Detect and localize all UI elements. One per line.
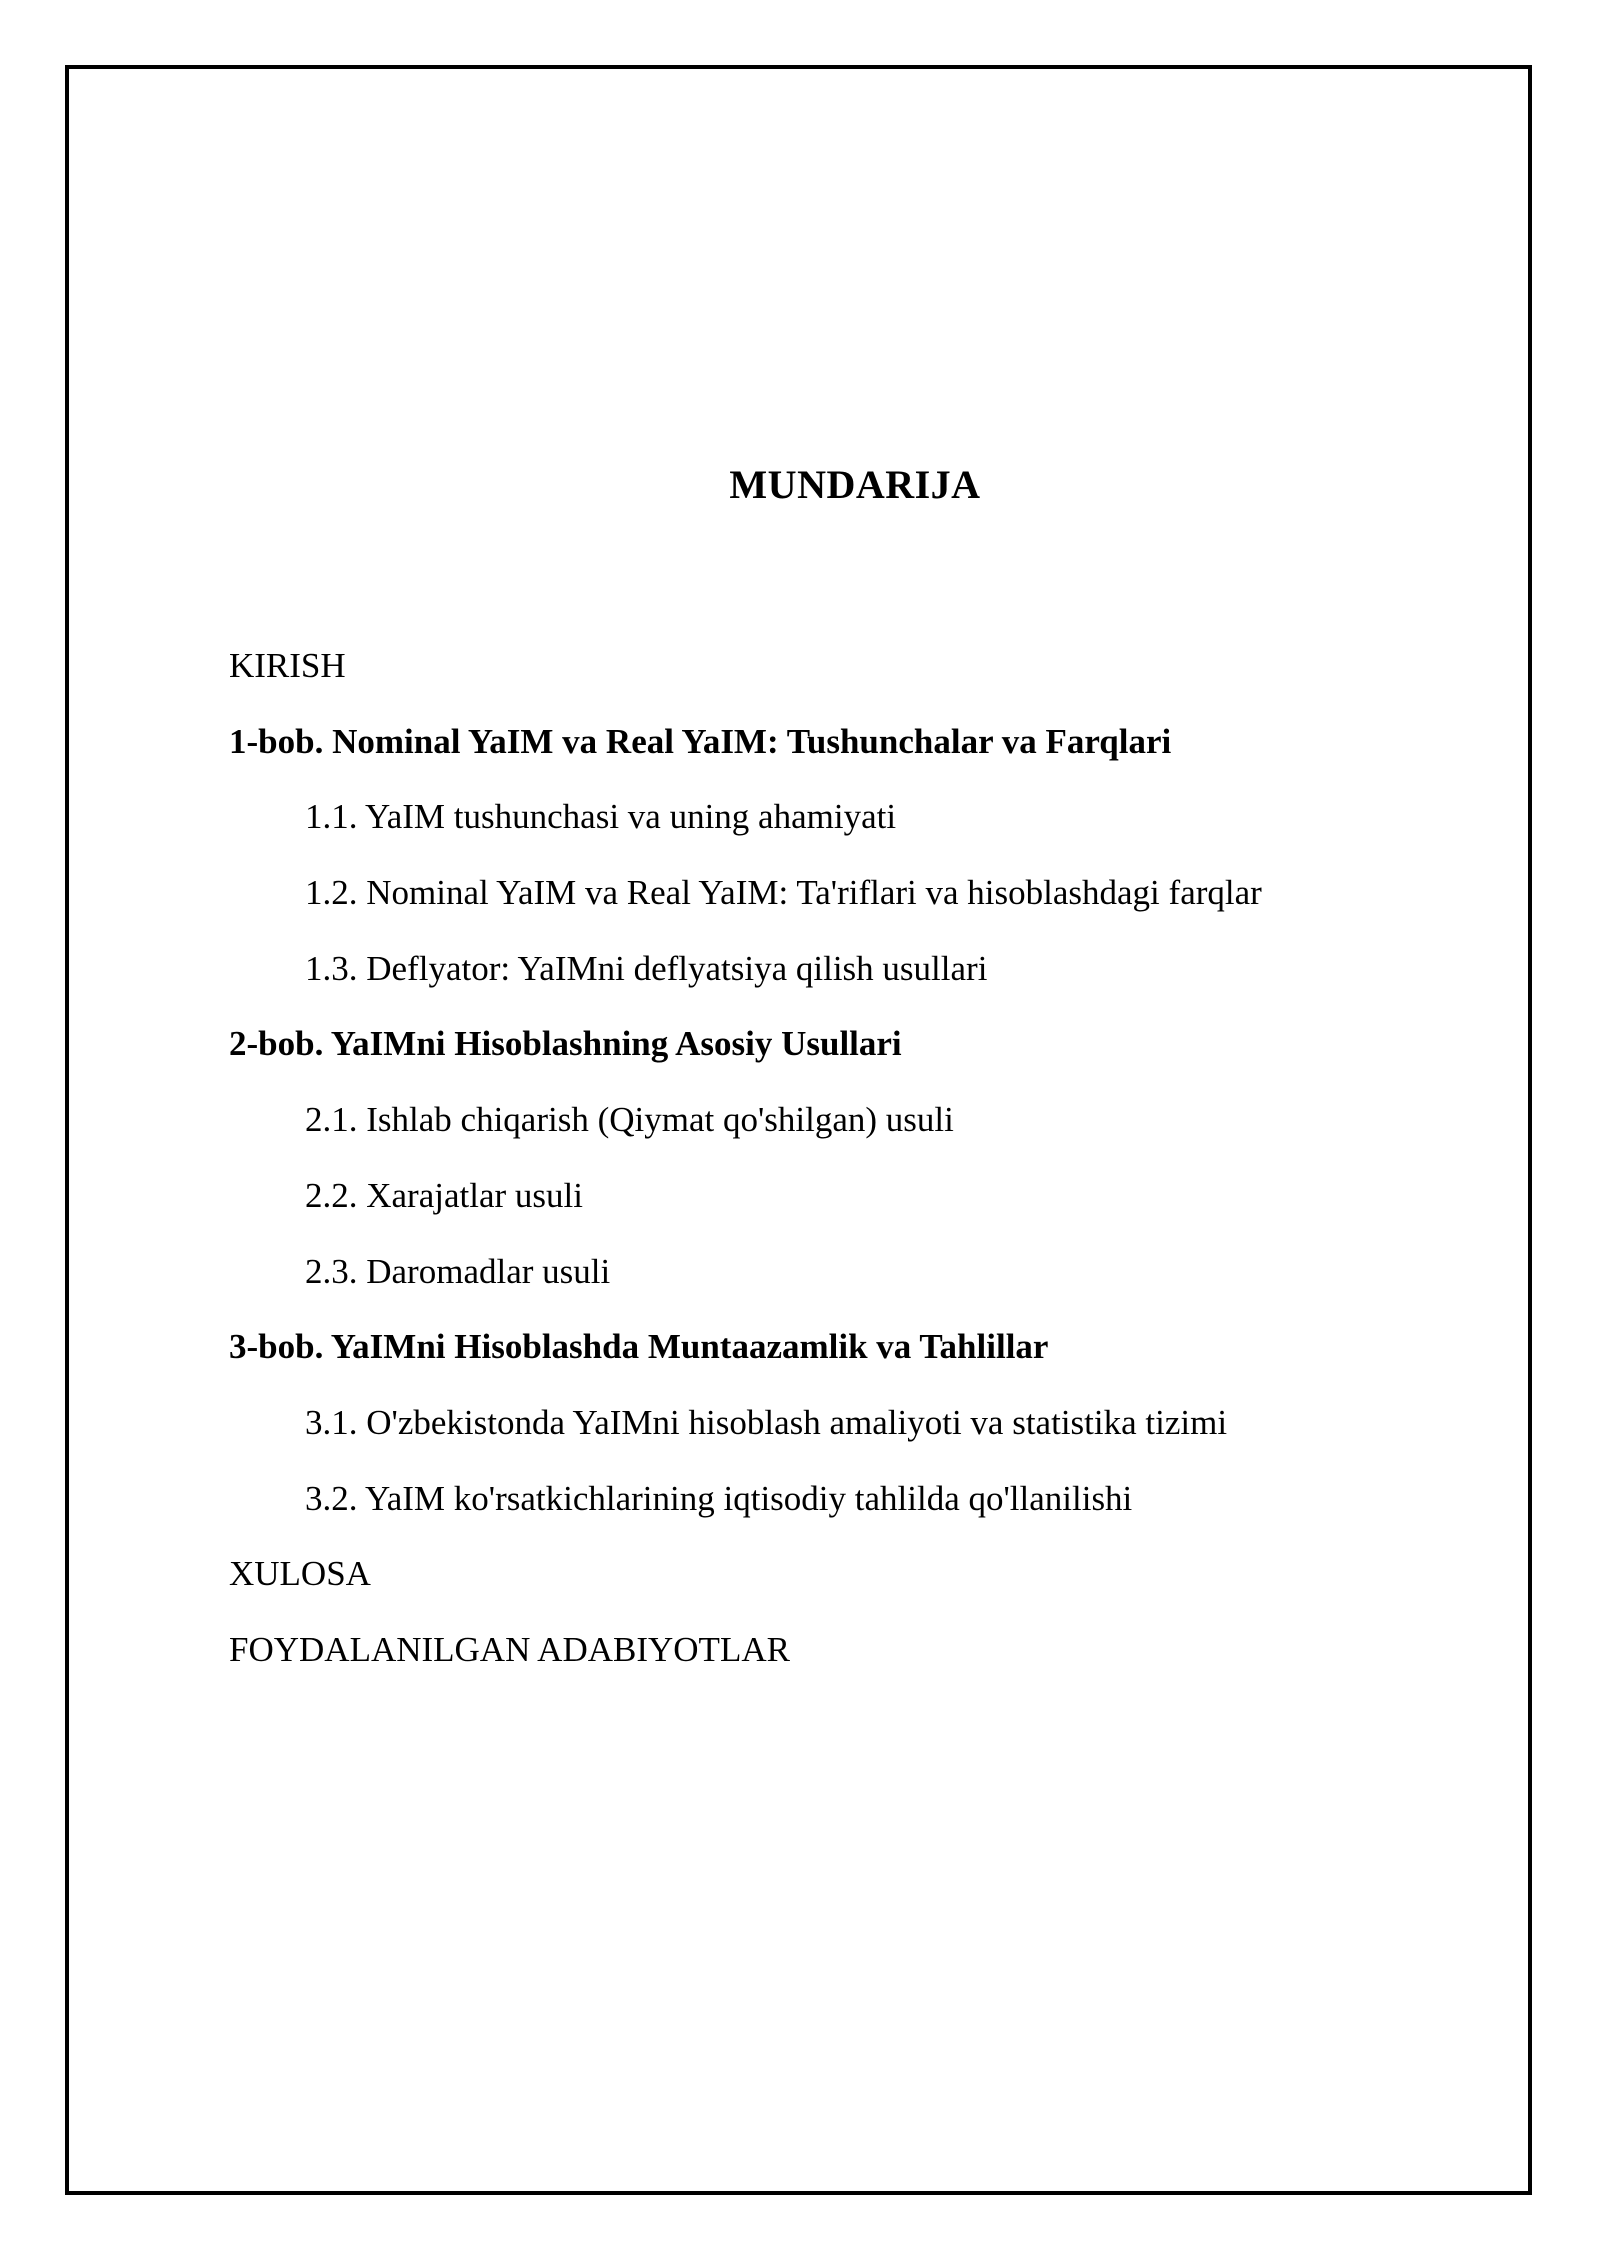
table-of-contents — [229, 636, 1429, 1696]
toc-section-3-1: 3.1. O'zbekistonda YaIMni hisoblash amaliyoti va statistika tizimi — [305, 1402, 1228, 1442]
toc-chapter-2: 2-bob. YaIMni Hisoblashning Asosiy Usullari — [229, 1024, 902, 1064]
toc-entry-kirish: KIRISH — [229, 646, 346, 685]
toc-section-1-2: 1.2. Nominal YaIM va Real YaIM: Ta'riflari va hisoblashdagi farqlar — [305, 873, 1262, 913]
page-title: MUNDARIJA — [729, 462, 981, 507]
toc-section-3-2: 3.2. YaIM ko'rsatkichlarining iqtisodiy tahlilda qo'llanilishi — [305, 1478, 1133, 1518]
toc-section-2-3: 2.3. Daromadlar usuli — [305, 1251, 611, 1291]
toc-section-1-1: 1.1. YaIM tushunchasi va uning ahamiyati — [305, 797, 897, 837]
toc-section-2-1: 2.1. Ishlab chiqarish (Qiymat qo'shilgan) usuli — [305, 1100, 954, 1140]
toc-entry-xulosa: XULOSA — [229, 1554, 371, 1594]
toc-section-1-3: 1.3. Deflyator: YaIMni deflyatsiya qilish usullari — [305, 948, 988, 988]
toc-entry-adabiyotlar: FOYDALANILGAN ADABIYOTLAR — [229, 1629, 790, 1669]
toc-section-2-2: 2.2. Xarajatlar usuli — [305, 1175, 583, 1215]
toc-chapter-1: 1-bob. Nominal YaIM va Real YaIM: Tushunchalar va Farqlari — [229, 721, 1172, 761]
toc-chapter-3: 3-bob. YaIMni Hisoblashda Muntaazamlik va Tahlillar — [229, 1327, 1049, 1367]
